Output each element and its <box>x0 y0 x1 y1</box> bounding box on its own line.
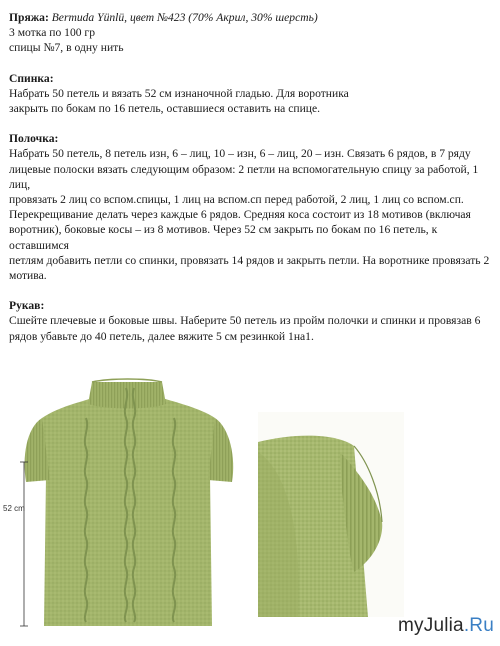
sleeve-line: Сшейте плечевые и боковые швы. Наберите 50 петель из пройм полочки и спинки и провязав 6 <box>9 314 481 328</box>
back-line: закрыть по бокам по 16 петель, оставшиеся оставить на спице. <box>9 102 321 116</box>
sleeve-detail-photo <box>258 412 404 617</box>
sleeve-illustration <box>258 412 404 617</box>
yarn-amount: 3 мотка по 100 гр <box>9 26 95 40</box>
back-line: Набрать 50 петель и вязать 52 см изнаночной гладью. Для воротника <box>9 86 349 100</box>
watermark-prefix: myJulia <box>398 615 464 636</box>
front-line: Набрать 50 петель, 8 петель изн, 6 – лиц, 10 – изн, 6 – лиц, 20 – изн. Связать 6 рядов, в 7 ряду <box>9 147 471 161</box>
sleeve-line: рядов убавьте до 40 петель, далее вяжите 5 см резинкой 1на1. <box>9 329 314 343</box>
yarn-details: Bermuda Yünlü, цвет №423 (70% Акрил, 30% шерсть) <box>51 11 318 24</box>
pattern-text <box>9 10 493 344</box>
front-line: мотива. <box>9 269 47 283</box>
yarn-line <box>9 10 493 25</box>
front-line: воротник), боковые косы – из 8 мотивов. Через 52 см закрыть по бокам по 16 петель, к оставшимся <box>9 223 438 252</box>
site-watermark <box>398 615 494 637</box>
sleeve-heading: Рукав: <box>9 299 45 313</box>
front-line: петлям добавить петли со спинки, провязать 14 рядов и закрыть петли. На воротнике провязать 2 <box>9 253 490 267</box>
needles-info: спицы №7, в одну нить <box>9 41 124 55</box>
sweater-illustration <box>0 358 252 641</box>
measurement-label: 52 cm <box>3 504 25 513</box>
front-line: лицевые полоски вязать следующим образом: 2 петли на вспомогательную спицу за работой, 1 лиц, <box>9 162 479 191</box>
watermark-suffix: .Ru <box>463 615 494 636</box>
yarn-label: Пряжа: <box>9 11 49 24</box>
front-heading: Полочка: <box>9 132 59 146</box>
front-line: провязать 2 лиц со вспом.спицы, 1 лиц на вспом.сп перед работой, 2 лиц, 1 лиц со вспом.сп. <box>9 193 464 207</box>
sweater-photo <box>0 358 252 641</box>
front-line: Перекрещивание делать через каждые 6 рядов. Средняя коса состоит из 18 мотивов (включая <box>9 208 471 222</box>
back-heading: Спинка: <box>9 71 54 85</box>
